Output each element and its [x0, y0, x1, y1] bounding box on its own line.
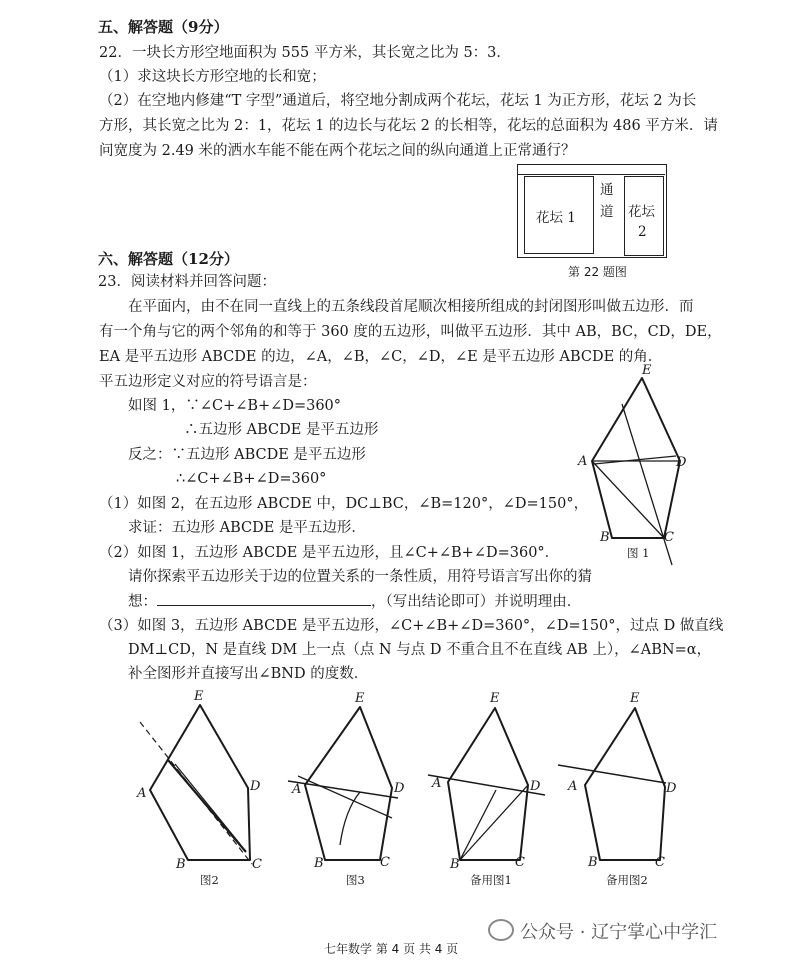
q23-para1: 在平面内，由不在同一直线上的五条线段首尾顺次相接所组成的封闭图形叫做五边形．而 [128, 299, 694, 315]
q23-intro: 23．阅读材料并回答问题： [98, 274, 276, 290]
fig3-label-a: A [292, 782, 302, 797]
fig2-label-a: A [137, 786, 147, 801]
wechat-icon [488, 919, 514, 941]
spare1-label-a: A [432, 776, 442, 791]
fig22-bed2-label1: 花坛 [628, 204, 655, 220]
fig3-caption: 图3 [346, 873, 365, 887]
spare1-line2 [460, 785, 528, 860]
fig2-sketch2 [168, 760, 246, 852]
fig3-arc [340, 792, 360, 845]
fig22-path-char1: 通 [600, 182, 614, 198]
spare1-caption: 备用图1 [470, 873, 512, 887]
spare1-label-d: D [530, 779, 541, 794]
fig1-label-c: C [664, 530, 674, 545]
q23-part3-line2: DM⊥CD，N 是直线 DM 上一点（点 N 与点 D 不重合且不在直线 AB 上），∠ABN=α， [128, 642, 712, 658]
fig22-bed2-label2: 2 [638, 224, 647, 240]
q23-para4: 平五边形定义对应的符号语言是： [99, 374, 317, 390]
fig1-pentagon [592, 378, 680, 538]
q23-para2: 有一个角与它的两个邻角的和等于 360 度的五边形，叫做平五边形．其中 AB，BC，CD，DE， [99, 324, 722, 340]
fig1-label-d: D [676, 455, 687, 470]
q22-part2-line3: 问宽度为 2.49 米的洒水车能不能在两个花坛之间的纵向通道上正常通行？ [99, 143, 576, 159]
q23-part3-line1: （3）如图 3，五边形 ABCDE 是平五边形，∠C+∠B+∠D=360°，∠D=150°，过点 D 做直线 [99, 618, 724, 634]
fig3-label-d: D [394, 781, 405, 796]
q23-part2-line1: （2）如图 1，五边形 ABCDE 是平五边形，且∠C+∠B+∠D=360°． [99, 545, 560, 561]
fig2-label-b: B [176, 857, 186, 872]
q23-part1-line1: （1）如图 2，在五边形 ABCDE 中，DC⊥BC，∠B=120°，∠D=150°， [99, 496, 589, 512]
section6-heading: 六、解答题（12分） [98, 250, 239, 268]
symbol-line3: 反之：∵五边形 ABCDE 是平五边形 [128, 447, 366, 463]
fig3-pentagon [305, 707, 392, 860]
q22-part2-line1: （2）在空地内修建“T 字型”通道后，将空地分割成两个花坛，花坛 1 为正方形，花坛 2 为长 [99, 93, 697, 109]
fig1-label-e: E [642, 363, 652, 378]
spare1-line3 [460, 790, 496, 860]
fig2-pentagon [150, 705, 250, 860]
fig22-bed1-label: 花坛 1 [536, 210, 576, 226]
spare2-label-d: D [666, 781, 677, 796]
symbol-line2: ∴五边形 ABCDE 是平五边形 [184, 422, 379, 438]
fig22-path-char2: 道 [600, 204, 614, 220]
fig1-line-ad-sketch [594, 456, 676, 464]
fig1-label-b: B [600, 530, 610, 545]
fig1-label-a: A [578, 454, 588, 469]
section5-heading: 五、解答题（9分） [98, 18, 229, 36]
fig2-sketch3 [175, 764, 240, 844]
symbol-line4: ∴∠C+∠B+∠D=360° [176, 471, 327, 487]
q23-part1-line2: 求证：五边形 ABCDE 是平五边形． [128, 520, 366, 536]
q22-part1: （1）求这块长方形空地的长和宽； [99, 69, 326, 85]
q22-line1: 22．一块长方形空地面积为 555 平方米，其长宽之比为 5：3． [99, 45, 511, 61]
fig2-label-c: C [252, 857, 262, 872]
spare2-pentagon [585, 708, 665, 860]
fig3-label-e: E [355, 691, 365, 706]
watermark-text: 公众号 · 辽宁掌心中学汇 [520, 922, 718, 943]
spare1-pentagon [448, 708, 528, 860]
fig3-label-b: B [314, 856, 324, 871]
spare2-label-e: E [630, 691, 640, 706]
q23-para3: EA 是平五边形 ABCDE 的边，∠A，∠B，∠C，∠D，∠E 是平五边形 ABCDE 的角． [99, 349, 663, 365]
q22-part2-line2: 方形，其长宽之比为 2：1，花坛 1 的边长与花坛 2 的长相等，花坛的总面积为 486 平方米．请 [99, 118, 718, 134]
q23-part2-suffix: ，（写出结论即可）并说明理由． [371, 594, 582, 610]
symbol-line1: 如图 1，∵∠C+∠B+∠D=360° [128, 398, 342, 414]
q23-part2-line2: 请你探索平五边形关于边的位置关系的一条性质，用符号语言写出你的猜 [128, 569, 592, 585]
q23-part2-prefix: 想： [128, 594, 157, 610]
spare2-label-a: A [568, 779, 578, 794]
spare1-label-e: E [490, 691, 500, 706]
fig22-caption: 第 22 题图 [568, 265, 627, 279]
fig2-caption: 图2 [200, 873, 219, 887]
spare1-label-b: B [450, 857, 460, 872]
spare2-label-b: B [588, 855, 598, 870]
fig2-label-e: E [194, 689, 204, 704]
fig2-label-d: D [250, 779, 261, 794]
watermark [488, 918, 717, 944]
q23-part3-line3: 补全图形并直接写出∠BND 的度数． [128, 666, 369, 682]
fig3-label-c: C [380, 855, 390, 870]
spare1-label-c: C [515, 855, 525, 870]
fig1-caption: 图 1 [627, 546, 650, 560]
spare2-caption: 备用图2 [606, 873, 648, 887]
page-footer: 七年数学 第 4 页 共 4 页 [324, 942, 459, 956]
spare2-label-c: C [655, 855, 665, 870]
